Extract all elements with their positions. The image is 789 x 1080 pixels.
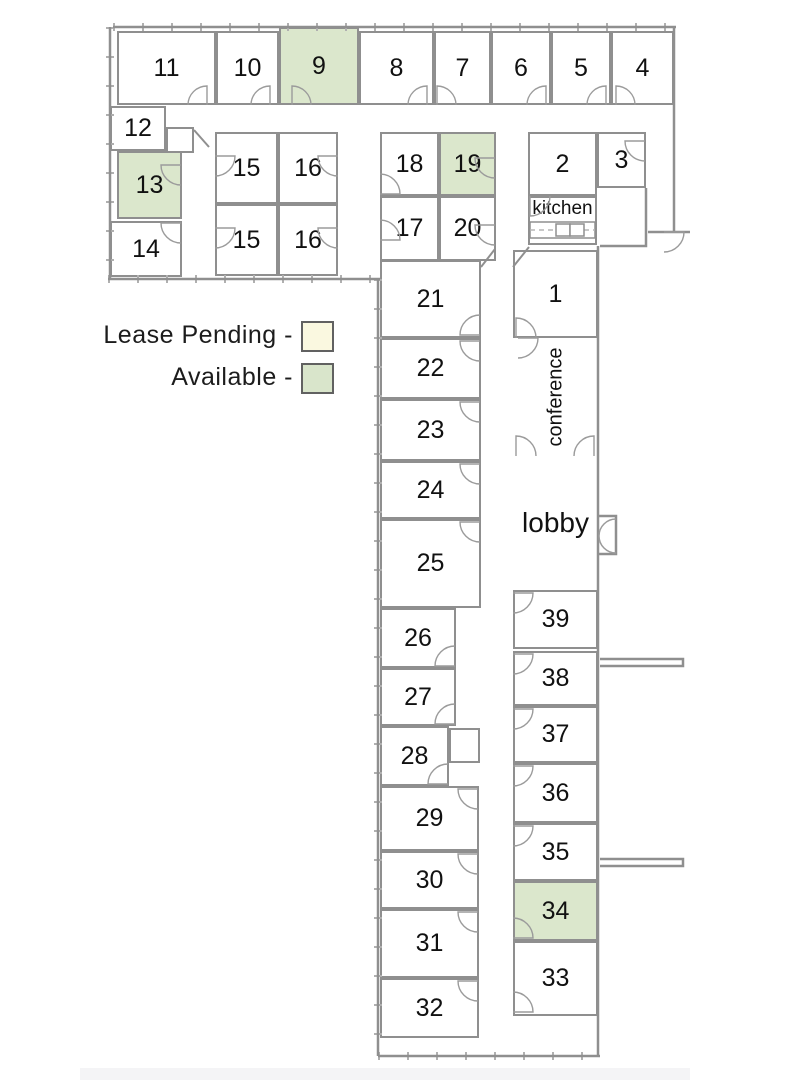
room-19 [439, 132, 496, 196]
room-22-label: 22 [416, 354, 445, 382]
room-6-label: 6 [514, 53, 528, 82]
kitchen-label: kitchen [532, 198, 593, 219]
room-20-label: 20 [453, 214, 482, 242]
room-16-lower-label: 16 [294, 225, 322, 254]
page-shadow [80, 1068, 690, 1080]
room-38-label: 38 [541, 664, 570, 692]
room-28-label: 28 [400, 741, 429, 770]
room-32-label: 32 [415, 993, 444, 1022]
room-2 [528, 132, 597, 196]
room-24 [380, 461, 481, 519]
room-29-label: 29 [415, 804, 444, 832]
room-25 [380, 519, 481, 608]
room-11 [117, 31, 216, 105]
room-38 [513, 651, 598, 706]
room-18-label: 18 [395, 149, 424, 178]
vestibule [166, 127, 194, 153]
closet [449, 728, 480, 763]
room-17-label: 17 [395, 214, 424, 242]
room-15-lower [215, 204, 278, 276]
room-7 [434, 31, 491, 105]
room-15-upper [215, 132, 278, 204]
room-27 [380, 668, 456, 726]
room-13-label: 13 [135, 170, 164, 199]
room-33-label: 33 [541, 964, 570, 992]
room-conference [513, 338, 598, 456]
room-26-label: 26 [404, 623, 432, 652]
room-39-label: 39 [541, 605, 570, 633]
room-7-label: 7 [455, 53, 470, 82]
room-18 [380, 132, 439, 196]
room-34-label: 34 [541, 896, 570, 925]
room-31-label: 31 [415, 929, 444, 957]
room-13 [117, 151, 182, 219]
room-3-label: 3 [614, 145, 629, 174]
room-kitchen [528, 196, 597, 245]
legend-lease-pending-label: Lease Pending - [103, 321, 293, 349]
room-34 [513, 881, 598, 941]
room-4-label: 4 [635, 53, 650, 82]
lobby-label: lobby [522, 506, 589, 538]
room-14-label: 14 [132, 234, 160, 263]
room-39 [513, 590, 598, 649]
room-10 [216, 31, 279, 105]
room-6 [491, 31, 551, 105]
room-5 [551, 31, 611, 105]
room-21-label: 21 [416, 284, 445, 313]
legend-available-label: Available - [171, 363, 293, 391]
room-15-upper-label: 15 [232, 153, 261, 182]
room-4 [611, 31, 674, 105]
room-15-lower-label: 15 [232, 225, 261, 254]
room-27-label: 27 [404, 682, 432, 711]
room-35-label: 35 [541, 837, 570, 866]
room-10-label: 10 [233, 53, 262, 82]
room-30-label: 30 [415, 865, 444, 894]
room-37 [513, 706, 598, 763]
room-8-label: 8 [389, 53, 404, 82]
room-24-label: 24 [416, 475, 445, 504]
room-1 [513, 250, 598, 338]
room-3 [597, 132, 646, 188]
room-28 [380, 726, 449, 786]
room-36 [513, 763, 598, 823]
room-12 [110, 106, 166, 151]
room-16-upper [278, 132, 338, 204]
room-16-lower [278, 204, 338, 276]
room-35 [513, 823, 598, 881]
legend-available-swatch [301, 363, 334, 394]
room-30 [380, 851, 479, 909]
room-33 [513, 941, 598, 1016]
conference-label: conference [544, 347, 567, 447]
room-25-label: 25 [416, 549, 445, 577]
room-21 [380, 260, 481, 338]
room-5-label: 5 [574, 53, 588, 82]
room-22 [380, 338, 481, 399]
room-29 [380, 786, 479, 851]
room-23-label: 23 [416, 415, 445, 444]
room-36-label: 36 [541, 778, 570, 807]
room-9 [279, 27, 359, 105]
room-37-label: 37 [541, 720, 570, 748]
lobby-entry-doors [599, 519, 616, 553]
room-9-label: 9 [312, 51, 326, 80]
room-14 [110, 221, 182, 277]
room-26 [380, 608, 456, 668]
room-23 [380, 399, 481, 461]
room-32 [380, 978, 479, 1038]
room-19-label: 19 [453, 149, 482, 178]
room-2-label: 2 [555, 149, 570, 178]
room-lobby [513, 456, 598, 589]
room-17 [380, 196, 439, 261]
room-31 [380, 909, 479, 978]
room-8 [359, 31, 434, 105]
room-20 [439, 196, 496, 261]
room-11-label: 11 [153, 53, 180, 82]
legend-lease-pending-swatch [301, 321, 334, 352]
room-12-label: 12 [124, 114, 152, 142]
room-16-upper-label: 16 [294, 153, 322, 182]
room-1-label: 1 [548, 279, 563, 308]
